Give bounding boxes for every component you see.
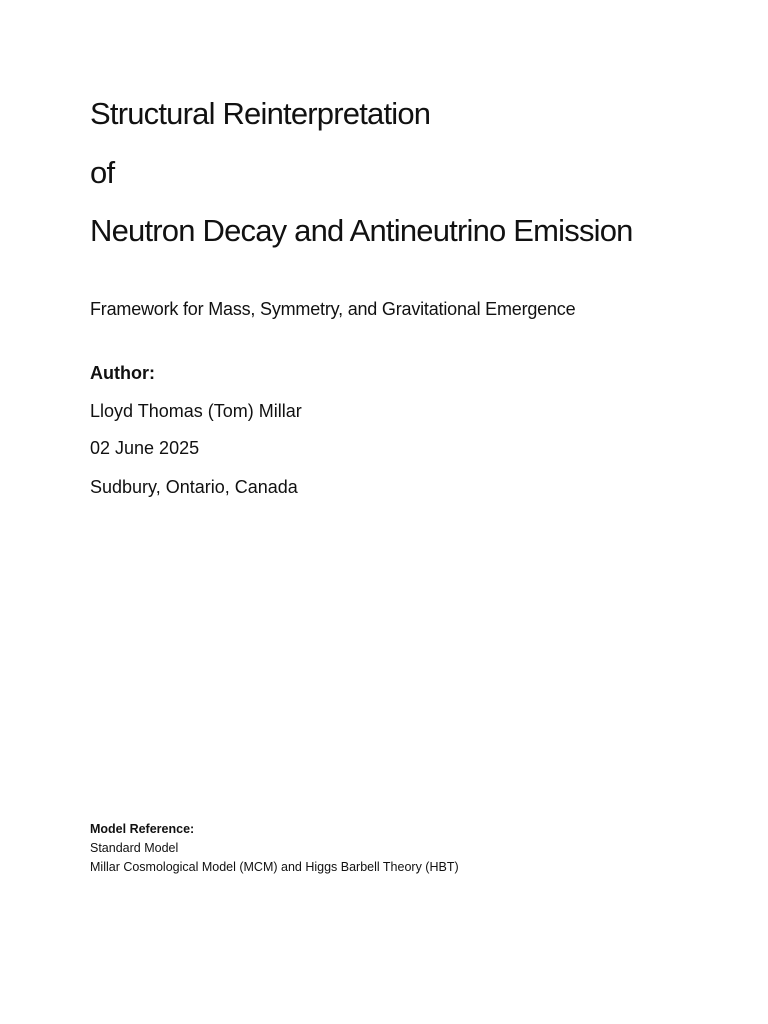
model-reference-line-1: Standard Model	[90, 841, 179, 855]
publication-date: 02 June 2025	[90, 438, 200, 458]
author-name: Lloyd Thomas (Tom) Millar	[90, 401, 302, 421]
model-reference-label: Model Reference:	[90, 822, 195, 836]
author-label: Author:	[90, 363, 155, 383]
title-line-2: of	[90, 155, 115, 190]
subtitle: Framework for Mass, Symmetry, and Gravitational Emergence	[90, 299, 576, 319]
title-line-3: Neutron Decay and Antineutrino Emission	[90, 213, 633, 248]
author-location: Sudbury, Ontario, Canada	[90, 477, 298, 497]
title-line-1: Structural Reinterpretation	[90, 96, 431, 131]
model-reference-line-2: Millar Cosmological Model (MCM) and Higgs Barbell Theory (HBT)	[90, 860, 459, 874]
